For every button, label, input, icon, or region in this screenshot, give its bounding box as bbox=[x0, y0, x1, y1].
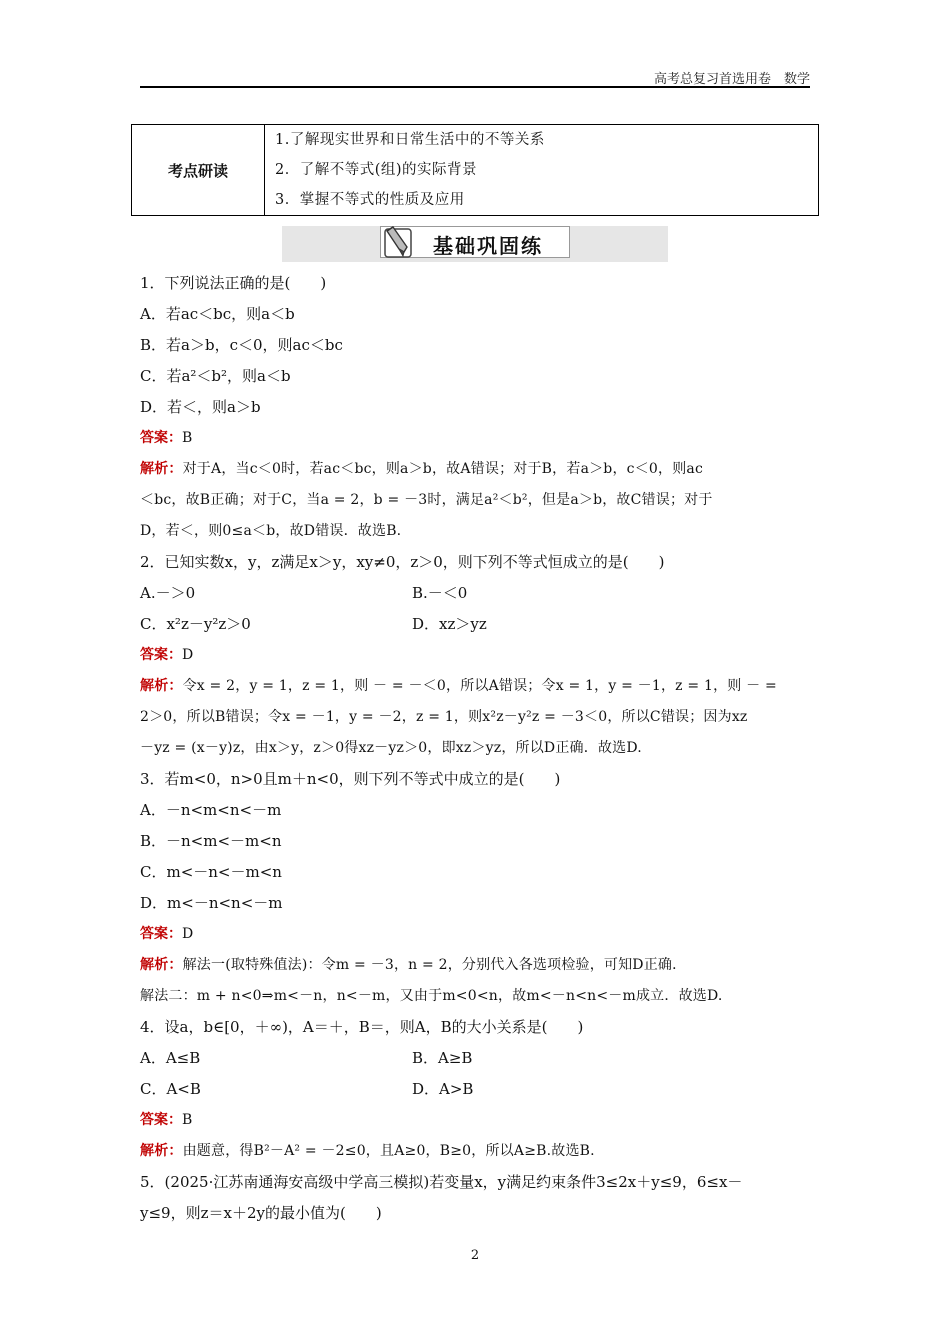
option-text: B.－＜0 bbox=[412, 584, 468, 602]
option-text: D．A>B bbox=[412, 1080, 474, 1098]
question-text: y≤9，则z＝x＋2y的最小值为( ) bbox=[140, 1204, 382, 1222]
header-rule bbox=[140, 86, 810, 88]
option-text: C．m<－n<－m<n bbox=[140, 863, 282, 881]
option-text: A．若ac＜bc，则a＜b bbox=[140, 305, 295, 323]
explanation-text: 解析：对于A，当c＜0时，若ac＜bc，则a＞b，故A错误；对于B，若a＞b，c＜0，则ac bbox=[140, 461, 704, 477]
section-banner-tab bbox=[380, 226, 570, 258]
pencil-icon bbox=[383, 221, 421, 261]
section-title: 基础巩固练 bbox=[433, 234, 543, 258]
page-number: 2 bbox=[470, 1248, 480, 1263]
option-text: A．－n<m<n<－m bbox=[140, 801, 282, 819]
running-header: 高考总复习首选用卷 数学 bbox=[653, 72, 810, 87]
explanation-text: 解析：由题意，得B²－A² = －2≤0，且A≥0，B≥0，所以A≥B.故选B. bbox=[140, 1143, 595, 1159]
option-row bbox=[140, 609, 810, 640]
section-banner bbox=[282, 226, 668, 262]
explanation-text: 解析：解法一(取特殊值法)：令m = －3，n = 2，分别代入各选项检验，可知D正确． bbox=[140, 957, 687, 973]
exercise-content bbox=[140, 268, 810, 1229]
option-row bbox=[140, 1043, 810, 1074]
option-text: C．x²z－y²z＞0 bbox=[140, 615, 251, 633]
question-text: 4．设a，b∈[0，＋∞)，A＝＋，B＝，则A，B的大小关系是( ) bbox=[140, 1018, 584, 1036]
answer-text: 答案：B bbox=[140, 430, 193, 446]
option-text: D．若＜，则a＞b bbox=[140, 398, 261, 416]
explanation-text: 解析：令x = 2，y = 1，z = 1，则 － = －＜0，所以A错误；令x = 1，y = －1，z = 1，则 － = bbox=[140, 678, 777, 694]
option-text: D．m<－n<n<－m bbox=[140, 894, 283, 912]
option-text: B．A≥B bbox=[412, 1049, 473, 1067]
answer-text: 答案：D bbox=[140, 926, 194, 942]
explanation-text: 2＞0，所以B错误；令x = －1，y = －2，z = 1，则x²z－y²z = －3＜0，所以C错误；因为xz bbox=[140, 709, 748, 725]
answer-text: 答案：D bbox=[140, 647, 194, 663]
kaodian-label: 考点研读 bbox=[132, 125, 265, 215]
option-row bbox=[140, 578, 810, 609]
explanation-text: ＜bc，故B正确；对于C，当a = 2，b = －3时，满足a²＜b²，但是a＞b，故C错误；对于 bbox=[140, 492, 713, 508]
option-text: B．－n<m<－m<n bbox=[140, 832, 282, 850]
kaodian-items bbox=[265, 125, 818, 215]
option-text: A．A≤B bbox=[140, 1049, 201, 1067]
option-text: A.－＞0 bbox=[140, 584, 196, 602]
question-text: 5．(2025·江苏南通海安高级中学高三模拟)若变量x，y满足约束条件3≤2x＋y≤9，6≤x－ bbox=[140, 1173, 743, 1191]
option-text: C．若a²＜b²，则a＜b bbox=[140, 367, 291, 385]
kaodian-item: 3．掌握不等式的性质及应用 bbox=[275, 192, 465, 208]
kaodian-table bbox=[131, 124, 819, 216]
option-text: C．A<B bbox=[140, 1080, 201, 1098]
answer-text: 答案：B bbox=[140, 1112, 193, 1128]
kaodian-item: 2．了解不等式(组)的实际背景 bbox=[275, 162, 478, 178]
explanation-text: 解法二：m + n<0⇒m<－n，n<－m，又由于m<0<n，故m<－n<n<－m成立．故选D. bbox=[140, 988, 723, 1004]
question-text: 3．若m<0，n>0且m＋n<0，则下列不等式中成立的是( ) bbox=[140, 770, 561, 788]
option-text: D．xz＞yz bbox=[412, 615, 487, 633]
question-text: 2．已知实数x，y，z满足x＞y，xy≠0，z＞0，则下列不等式恒成立的是( ) bbox=[140, 553, 665, 571]
explanation-text: －yz = (x－y)z，由x＞y，z＞0得xz－yz＞0，即xz＞yz，所以D正确．故选D. bbox=[140, 740, 642, 756]
kaodian-item: 1.了解现实世界和日常生活中的不等关系 bbox=[275, 132, 545, 148]
option-text: B．若a＞b，c＜0，则ac＜bc bbox=[140, 336, 343, 354]
question-text: 1．下列说法正确的是( ) bbox=[140, 274, 327, 292]
explanation-text: D，若＜，则0≤a＜b，故D错误．故选B. bbox=[140, 523, 402, 539]
option-row bbox=[140, 1074, 810, 1105]
